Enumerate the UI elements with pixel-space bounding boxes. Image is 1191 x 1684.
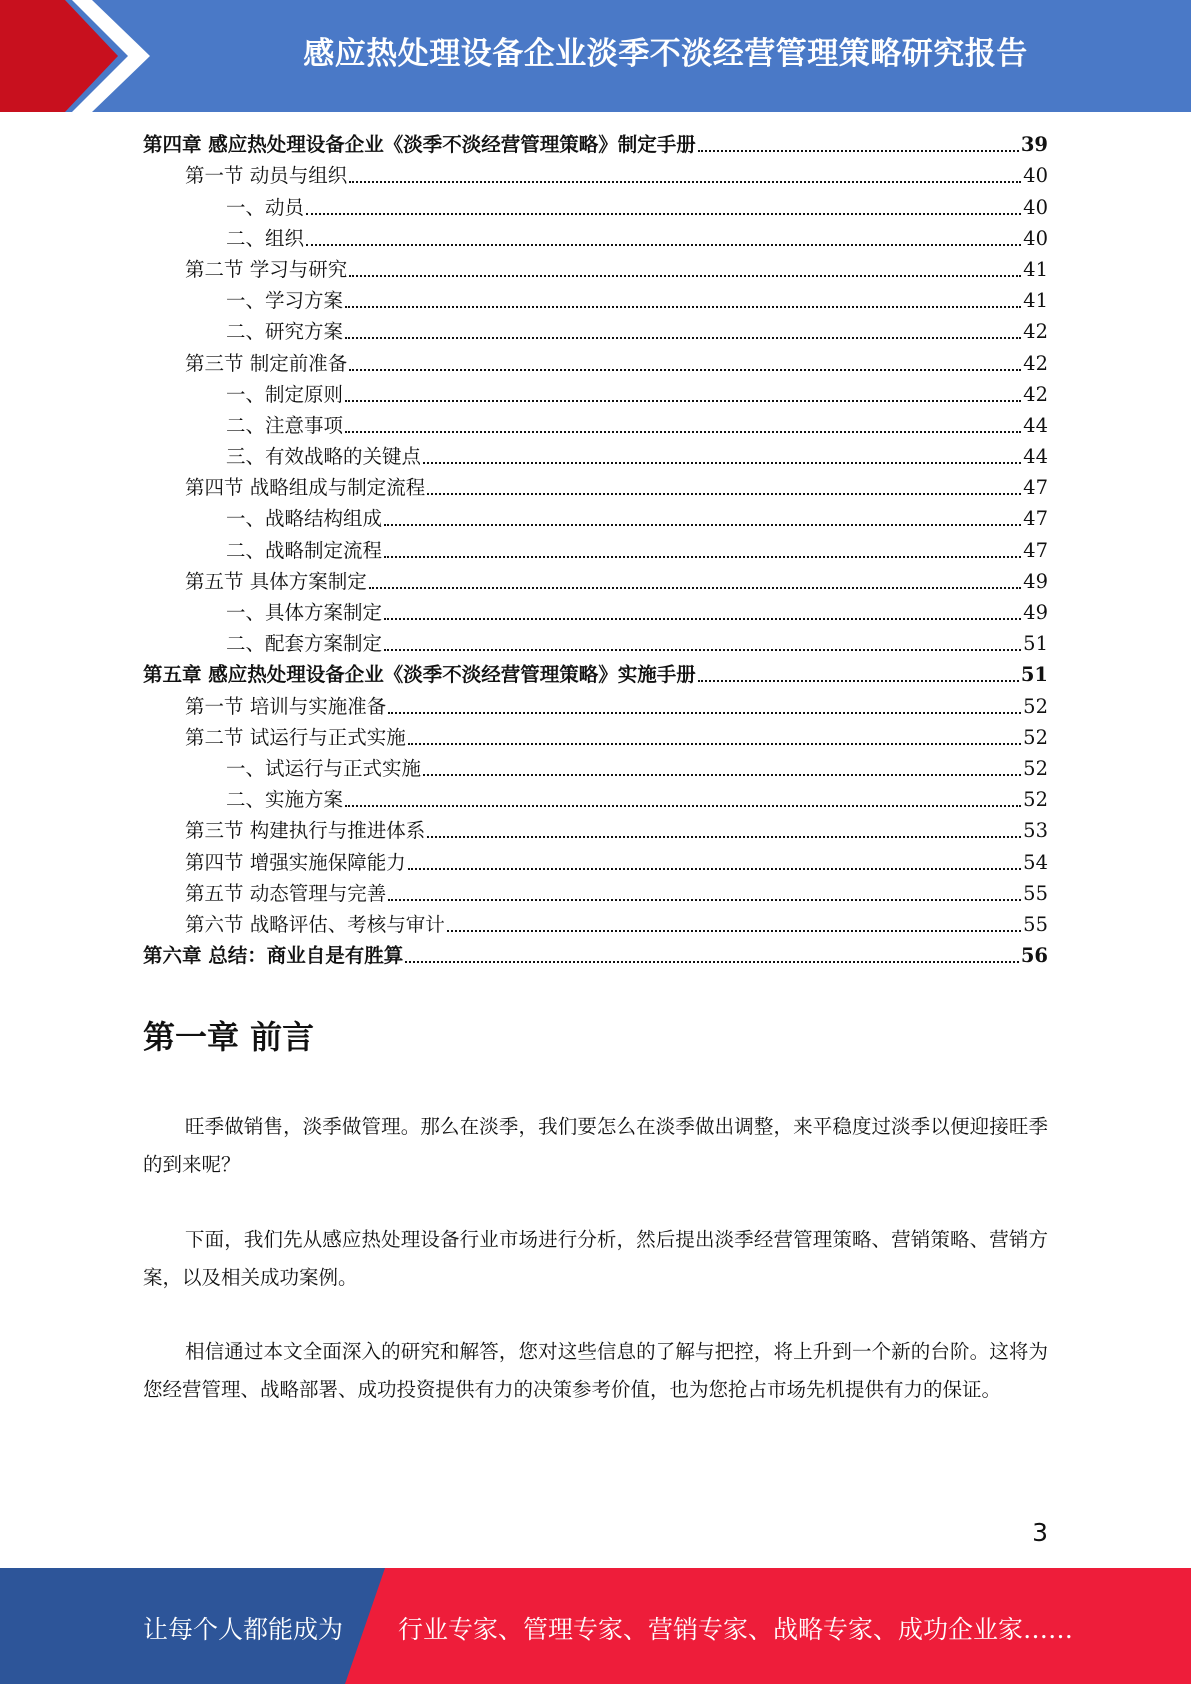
toc-entry-page: 53 [1023,819,1048,843]
toc-entry-page: 52 [1023,788,1048,812]
toc-entry[interactable] [143,501,1048,532]
toc-dot-leader [345,431,1021,433]
toc-entry-label: 一、学习方案 [226,289,344,313]
toc-entry[interactable] [143,595,1048,626]
page-header [0,0,1191,112]
toc-entry[interactable] [143,626,1048,657]
toc-dot-leader [388,712,1021,714]
toc-entry-label: 二、组织 [226,226,305,250]
toc-dot-leader [384,649,1021,651]
toc-entry-label: 一、具体方案制定 [226,601,383,624]
toc-dot-leader [349,275,1021,277]
toc-dot-leader [306,213,1021,215]
paragraph: 相信通过本文全面深入的研究和解答，您对这些信息的了解与把控，将上升到一个新的台阶。这将为您经营管理、战略部署、成功投资提供有力的决策参考价值，也为您抢占市场先机提供有力的保证。 [143,1340,1048,1401]
toc-dot-leader [423,774,1021,776]
toc-entry-page: 55 [1023,912,1048,936]
toc-entry-page: 47 [1023,507,1048,531]
toc-entry[interactable] [143,751,1048,782]
toc-entry[interactable] [143,657,1048,688]
toc-dot-leader [384,556,1021,558]
page-footer [0,1568,1191,1684]
toc-entry-label: 第五节 动态管理与完善 [185,881,387,905]
toc-entry-label: 二、实施方案 [226,788,344,812]
toc-entry-label: 第一节 培训与实施准备 [185,694,387,718]
toc-entry-page: 49 [1023,569,1048,593]
toc-entry[interactable] [143,532,1048,563]
toc-entry-page: 52 [1023,694,1048,718]
toc-entry[interactable] [143,252,1048,283]
toc-dot-leader [447,930,1021,932]
toc-entry[interactable] [143,408,1048,439]
toc-entry-page: 52 [1023,756,1048,780]
toc-entry-label: 二、配套方案制定 [226,632,383,656]
toc-entry-page: 47 [1023,538,1048,562]
toc-entry[interactable] [143,470,1048,501]
toc-dot-leader [349,181,1021,183]
chevron-arrow-icon [0,0,150,112]
paragraph: 下面，我们先从感应热处理设备行业市场进行分析，然后提出淡季经营管理策略、营销策略、营销方案，以及相关成功案例。 [143,1228,1048,1289]
toc-dot-leader [349,369,1021,371]
toc-entry[interactable] [143,314,1048,345]
toc-entry-page: 55 [1023,881,1048,905]
toc-entry-label: 第六章 总结：商业自是有胜算 [143,944,404,968]
toc-dot-leader [405,961,1019,963]
toc-dot-leader [427,836,1021,838]
toc-entry-label: 第五节 具体方案制定 [185,569,367,593]
toc-entry-page: 42 [1023,382,1048,406]
table-of-contents [143,127,1048,969]
toc-entry[interactable] [143,377,1048,408]
toc-dot-leader [388,899,1021,901]
toc-entry-page: 51 [1023,632,1048,656]
toc-dot-leader [423,462,1021,464]
toc-dot-leader [345,337,1021,339]
toc-entry[interactable] [143,720,1048,751]
toc-entry-label: 一、制定原则 [226,382,344,406]
toc-entry-label: 第四节 战略组成与制定流程 [185,476,426,500]
toc-entry-label: 第四章 感应热处理设备企业《淡季不淡经营管理策略》制定手册 [143,133,696,157]
toc-entry-page: 40 [1023,226,1048,250]
toc-entry-label: 第一节 动员与组织 [185,164,348,188]
toc-entry-label: 二、战略制定流程 [226,538,383,562]
toc-dot-leader [408,868,1021,870]
toc-dot-leader [408,743,1021,745]
toc-entry-label: 第六节 战略评估、考核与审计 [185,912,445,936]
toc-dot-leader [384,618,1021,620]
toc-dot-leader [698,680,1019,682]
toc-entry-label: 第五章 感应热处理设备企业《淡季不淡经营管理策略》实施手册 [143,663,696,687]
toc-dot-leader [345,400,1021,402]
toc-entry[interactable] [143,283,1048,314]
toc-entry-page: 41 [1023,257,1048,281]
toc-entry-page: 41 [1023,289,1048,313]
toc-dot-leader [698,150,1019,152]
toc-entry-label: 三、有效战略的关键点 [226,445,422,469]
toc-entry[interactable] [143,844,1048,875]
toc-entry[interactable] [143,938,1048,969]
toc-entry-label: 第二节 学习与研究 [185,257,348,281]
toc-dot-leader [369,587,1021,589]
toc-entry-page: 42 [1023,320,1048,344]
page-number: 3 [1032,1518,1048,1547]
toc-entry[interactable] [143,221,1048,252]
toc-entry[interactable] [143,876,1048,907]
footer-slogan-right: 行业专家、管理专家、营销专家、战略专家、成功企业家…… [398,1615,1074,1644]
toc-entry[interactable] [143,688,1048,719]
toc-dot-leader [345,306,1021,308]
toc-entry-label: 一、战略结构组成 [226,507,383,531]
toc-dot-leader [427,493,1021,495]
toc-entry-page: 56 [1020,944,1048,968]
toc-entry-page: 52 [1023,725,1048,749]
toc-entry-label: 第四节 增强实施保障能力 [185,850,406,874]
chapter-title: 第一章 前言 [143,1018,315,1056]
toc-entry-page: 44 [1023,413,1048,437]
toc-entry-label: 二、注意事项 [226,413,344,437]
toc-entry-page: 39 [1020,133,1048,157]
toc-entry-label: 一、动员 [226,195,305,219]
toc-entry[interactable] [143,439,1048,470]
toc-entry-page: 42 [1023,351,1048,375]
toc-entry[interactable] [143,345,1048,376]
toc-entry-label: 一、试运行与正式实施 [226,756,422,780]
toc-entry-page: 51 [1020,663,1048,687]
toc-entry[interactable] [143,127,1048,158]
toc-dot-leader [345,805,1021,807]
toc-entry[interactable] [143,907,1048,938]
toc-entry-page: 49 [1023,601,1048,624]
toc-entry-page: 47 [1023,476,1048,500]
toc-entry[interactable] [143,813,1048,844]
toc-entry[interactable] [143,189,1048,220]
toc-entry-label: 二、研究方案 [226,320,344,344]
toc-entry-page: 40 [1023,195,1048,219]
toc-entry-page: 54 [1023,850,1048,874]
footer-slogan-left: 让每个人都能成为 [143,1615,344,1644]
toc-entry[interactable] [143,158,1048,189]
toc-entry-page: 44 [1023,445,1048,469]
toc-entry-label: 第三节 构建执行与推进体系 [185,819,426,843]
toc-entry[interactable] [143,564,1048,595]
toc-dot-leader [306,244,1021,246]
toc-entry[interactable] [143,782,1048,813]
toc-dot-leader [384,524,1021,526]
toc-entry-page: 40 [1023,164,1048,188]
report-title: 感应热处理设备企业淡季不淡经营管理策略研究报告 [303,36,1028,72]
paragraph: 旺季做销售，淡季做管理。那么在淡季，我们要怎么在淡季做出调整，来平稳度过淡季以便迎接旺季的到来呢？ [143,1115,1048,1176]
toc-entry-label: 第二节 试运行与正式实施 [185,725,406,749]
toc-entry-label: 第三节 制定前准备 [185,351,348,375]
